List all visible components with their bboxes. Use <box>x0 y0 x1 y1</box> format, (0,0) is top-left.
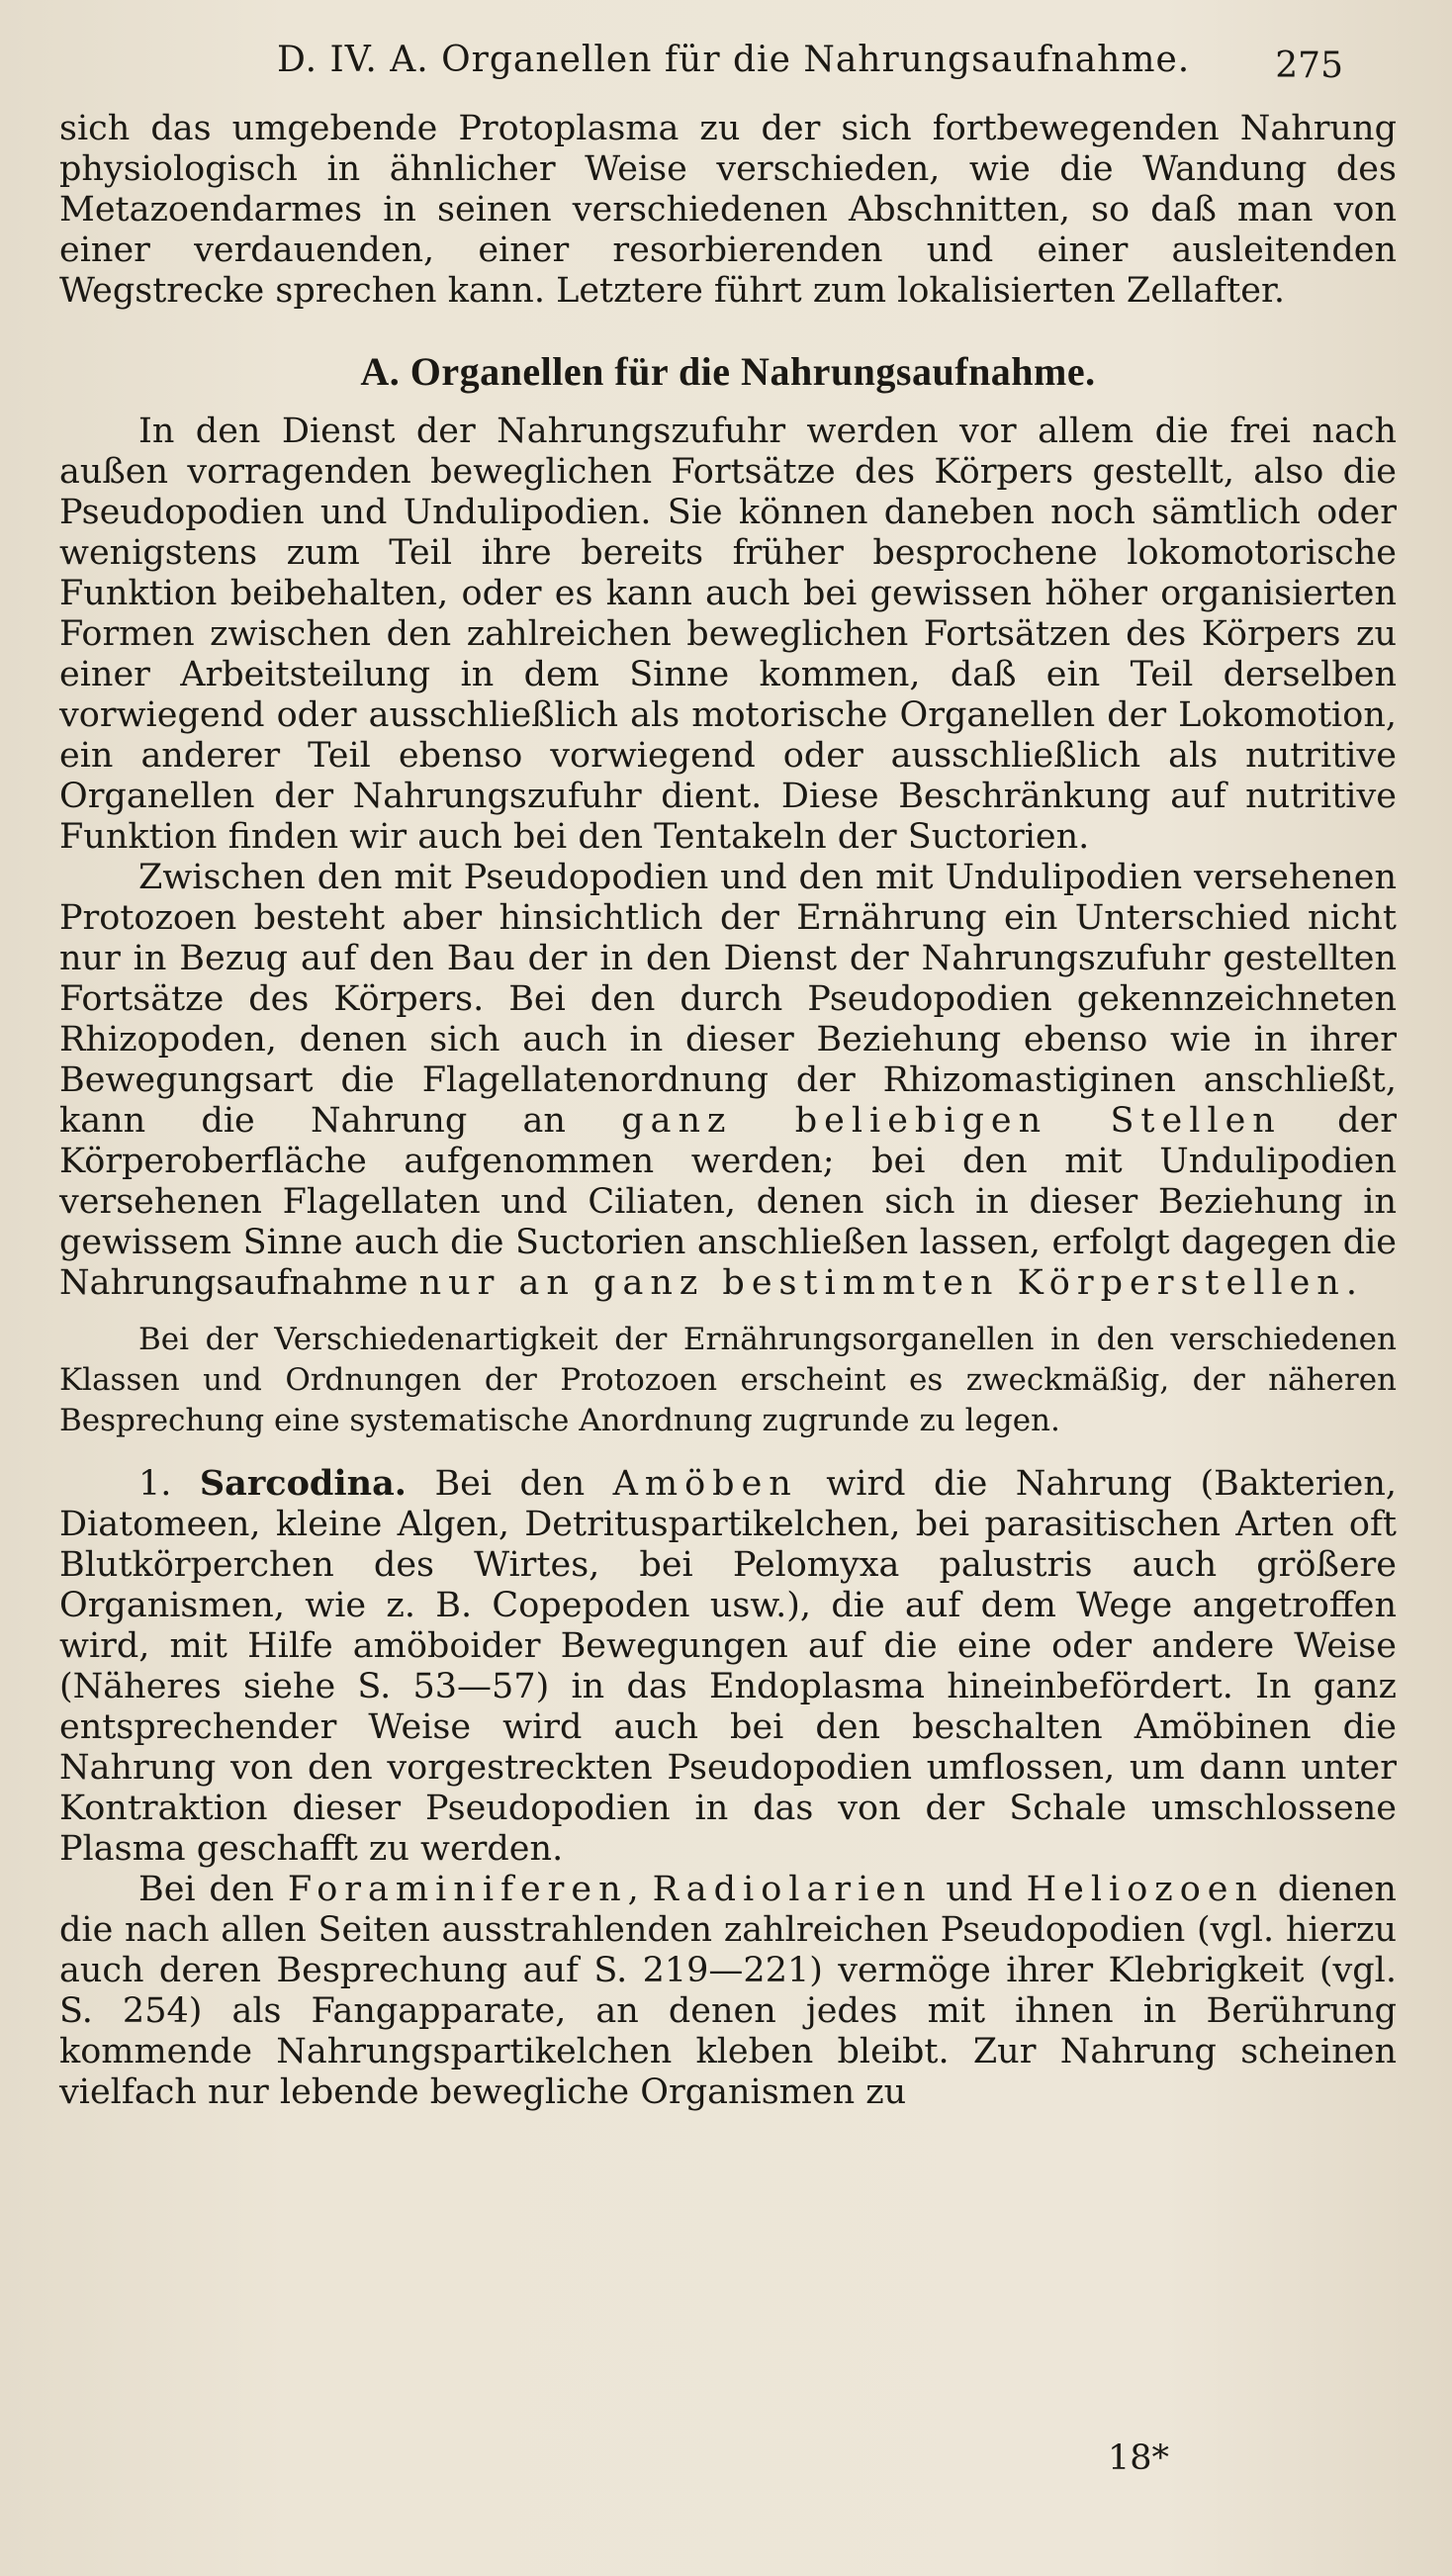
signature-mark: 18* <box>1108 2438 1170 2478</box>
paragraph-4 <box>59 1870 1397 2113</box>
paragraph-4-text-d: dienen die nach allen Seiten ausstrahlenden zahlreichen Pseudopodien (vgl. hierzu auch deren Besprechung auf S. 219—221) vermöge ihrer Klebrigkeit (vgl. S. 254) als Fangapparate, an denen jedes mit ihnen in Berührung kommende Nahrungspartikelchen kleben bleibt. Zur Nahrung scheinen vielfach nur lebende bewegliche Organismen zu <box>59 1870 1397 2112</box>
emphasis-spaced: Radiolarien <box>652 1870 933 1909</box>
running-head <box>59 40 1403 109</box>
emphasis-spaced: nur an ganz bestimmten Körperstellen <box>418 1263 1346 1303</box>
main-text-continued <box>59 1463 1397 2113</box>
emphasis-spaced: Amöben <box>612 1464 798 1504</box>
paragraph-2-text-b: der Körperoberfläche aufgenommen werden; bei den mit Undulipodien versehenen Flagellaten und Ciliaten, denen sich in dieser Beziehung in gewissem Sinne auch die Suctorien anschließen lassen, erfolgt dagegen die Nahrungsaufnahme <box>59 1101 1397 1303</box>
paragraph-4-text-a: Bei den <box>138 1870 275 1909</box>
main-text <box>59 109 1397 1304</box>
section-heading: A. Organellen für die Nahrungsaufnahme. <box>360 349 1096 394</box>
paragraph-3-text-a: Bei den <box>434 1464 586 1504</box>
paragraph-2-end: . <box>1345 1263 1357 1303</box>
paragraph-4-text-c: und <box>946 1870 1013 1909</box>
subsection-title-sarcodina: Sarcodina. <box>199 1463 407 1504</box>
page-number: 275 <box>1275 46 1343 86</box>
running-title: D. IV. A. Organellen für die Nahrungsaufnahme. <box>277 40 1191 80</box>
emphasis-spaced: Foraminiferen <box>287 1870 628 1909</box>
small-print-paragraph: Bei der Verschiedenartigkeit der Ernährungsorganellen in den verschiedenen Klassen und Ordnungen der Protozoen erscheint es zweckmäßig, der näheren Besprechung eine systematische Anordnung zugrunde zu legen. <box>59 1322 1397 1438</box>
intro-paragraph: sich das umgebende Protoplasma zu der sich fortbewegenden Nahrung physiologisch in ähnlicher Weise verschieden, wie die Wandung des Metazoendarmes in seinen verschiedenen Abschnitten, so daß man von einer verdauenden, einer resorbierenden und einer ausleitenden Wegstrecke sprechen kann. Letztere führt zum lokalisierten Zellafter. <box>59 109 1397 311</box>
paragraph-2 <box>59 858 1397 1304</box>
paragraph-3 <box>59 1463 1397 1870</box>
paragraph-3-number: 1. <box>138 1464 172 1504</box>
paragraph-1: In den Dienst der Nahrungszufuhr werden vor allem die frei nach außen vorragenden beweglichen Fortsätze des Körpers gestellt, also die Pseudopodien und Undulipodien. Sie können daneben noch sämtlich oder wenigstens zum Teil ihre bereits früher besprochene lokomotorische Funktion beibehalten, oder es kann auch bei gewissen höher organisierten Formen zwischen den zahlreichen beweglichen Fortsätzen des Körpers zu einer Arbeitsteilung in dem Sinne kommen, daß ein Teil derselben vorwiegend oder ausschließlich als motorische Organellen der Lokomotion, ein anderer Teil ebenso vorwiegend oder ausschließlich als nutritive Organellen der Nahrungszufuhr dient. Diese Beschränkung auf nutritive Funktion finden wir auch bei den Tentakeln der Suctorien. <box>59 412 1397 857</box>
paragraph-4-text-b: , <box>627 1870 639 1909</box>
paragraph-3-text-b: wird die Nahrung (Bakterien, Diatomeen, kleine Algen, Detrituspartikelchen, bei parasitischen Arten oft Blutkörperchen des Wirtes, bei Pelomyxa palustris auch größere Organismen, wie z. B. Copepoden usw.), die auf dem Wege angetroffen wird, mit Hilfe amöboider Bewegungen auf die eine oder andere Weise (Näheres siehe S. 53—57) in das Endoplasma hineinbefördert. In ganz entsprechender Weise wird auch bei den beschalten Amöbinen die Nahrung von den vorgestreckten Pseudopodien umflossen, um dann unter Kontraktion dieser Pseudopodien in das von der Schale umschlossene Plasma geschafft zu werden. <box>59 1464 1397 1869</box>
paragraph-2-text-a: Zwischen den mit Pseudopodien und den mit Undulipodien versehenen Protozoen besteht aber hinsichtlich der Ernährung ein Unterschied nicht nur in Bezug auf den Bau der in den Dienst der Nahrungszufuhr gestellten Fortsätze des Körpers. Bei den durch Pseudopodien gekennzeichneten Rhizopoden, denen sich auch in dieser Beziehung ebenso wie in ihrer Bewegungsart die Flagellatenordnung der Rhizomastiginen anschließt, kann die Nahrung an <box>59 858 1397 1141</box>
emphasis-spaced: ganz beliebigen Stellen <box>621 1101 1282 1141</box>
emphasis-spaced: Heliozoen <box>1026 1870 1265 1909</box>
